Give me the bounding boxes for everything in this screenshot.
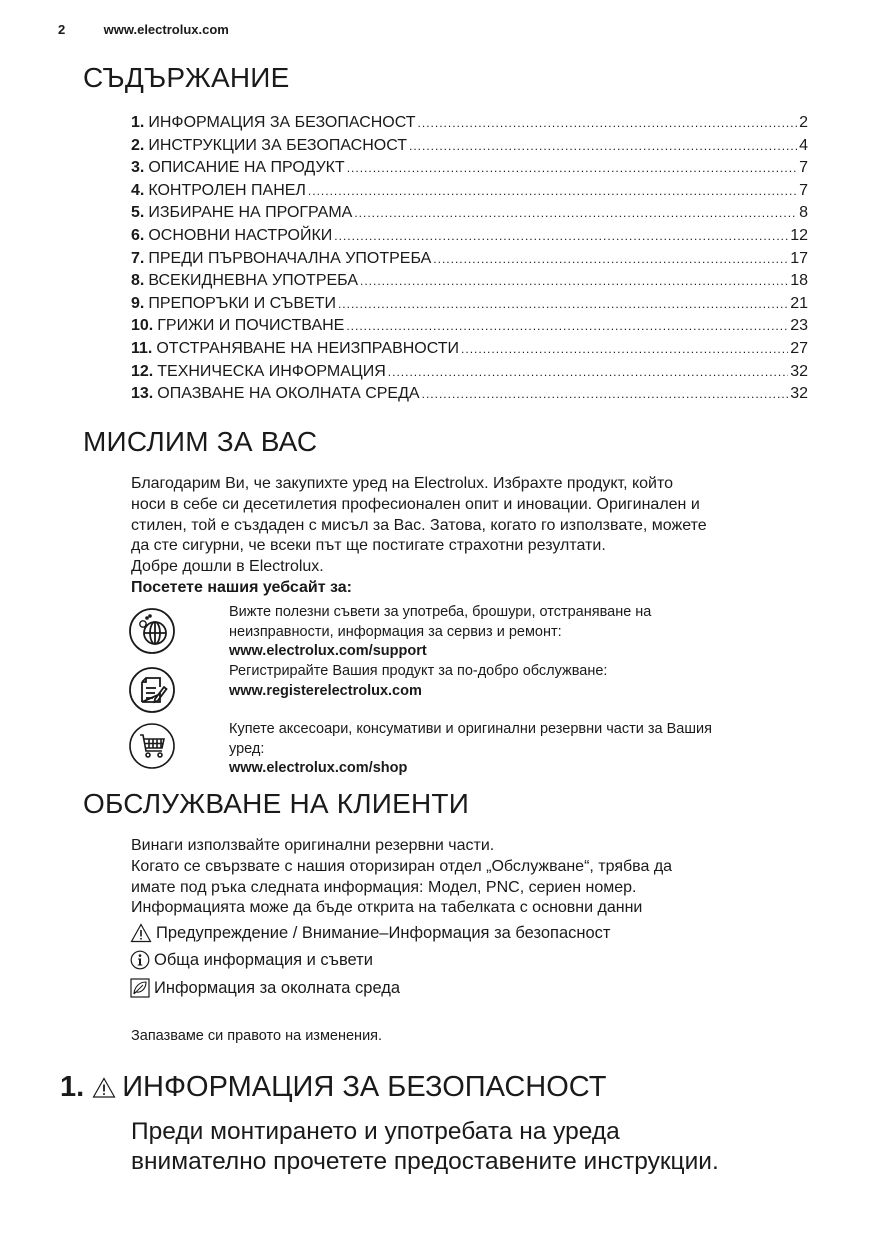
toc-item-number: 7. bbox=[131, 249, 145, 267]
toc-item[interactable] bbox=[131, 135, 808, 158]
toc-item[interactable] bbox=[131, 293, 808, 316]
toc-leader-dots bbox=[461, 338, 788, 361]
section-1-heading bbox=[60, 1071, 606, 1104]
toc-item-number: 13. bbox=[131, 385, 154, 403]
toc-item[interactable] bbox=[131, 180, 808, 203]
warning-triangle-icon bbox=[92, 1077, 116, 1099]
toc-item-page: 7 bbox=[799, 159, 808, 177]
text-line: внимателно прочетете предоставените инструкции. bbox=[131, 1147, 719, 1175]
toc-leader-dots bbox=[334, 225, 788, 248]
toc-item-page: 18 bbox=[790, 272, 808, 290]
toc-item[interactable] bbox=[131, 157, 808, 180]
toc-item-number: 2. bbox=[131, 136, 145, 154]
toc-leader-dots bbox=[338, 293, 788, 316]
toc-item-page: 8 bbox=[799, 204, 808, 222]
toc-item-label: ИНСТРУКЦИИ ЗА БЕЗОПАСНОСТ bbox=[148, 136, 407, 154]
site-url[interactable]: www.electrolux.com bbox=[103, 22, 229, 37]
text-line: Добре дошли в Electrolux. bbox=[131, 558, 324, 576]
text-line: имате под ръка следната информация: Модел, PNC, сериен номер. bbox=[131, 878, 637, 896]
toc-item-page: 32 bbox=[790, 362, 808, 380]
toc-item-label: ПРЕДИ ПЪРВОНАЧАЛНА УПОТРЕБА bbox=[148, 249, 432, 267]
toc-item-number: 8. bbox=[131, 272, 145, 290]
toc-item-number: 1. bbox=[131, 114, 145, 131]
legend-environment bbox=[130, 978, 400, 998]
toc-item-page: 27 bbox=[790, 339, 808, 357]
legend-label: Обща информация и съвети bbox=[154, 950, 373, 969]
toc-item-label: ОТСТРАНЯВАНЕ НА НЕИЗПРАВНОСТИ bbox=[156, 339, 460, 357]
text-line: Винаги използвайте оригинални резервни части. bbox=[131, 837, 495, 854]
toc-item[interactable] bbox=[131, 361, 808, 384]
table-of-contents bbox=[131, 112, 808, 406]
register-url-link[interactable]: www.registerelectrolux.com bbox=[229, 682, 422, 699]
toc-leader-dots bbox=[360, 270, 788, 293]
text-line: Преди монтирането и употребата на уреда bbox=[131, 1118, 620, 1145]
toc-item-number: 6. bbox=[131, 226, 145, 244]
text-line: носи в себе си десетилетия професионален опит и иновации. Оригинален и bbox=[131, 495, 700, 513]
text-line: уред: bbox=[229, 740, 265, 757]
toc-item-page: 2 bbox=[799, 114, 808, 131]
shop-url-link[interactable]: www.electrolux.com/shop bbox=[229, 760, 408, 777]
toc-item[interactable] bbox=[131, 383, 808, 406]
document-pen-icon bbox=[128, 666, 176, 714]
toc-item-label: ОПИСАНИЕ НА ПРОДУКТ bbox=[148, 159, 345, 177]
toc-title: СЪДЪРЖАНИЕ bbox=[83, 62, 290, 93]
customer-service-text bbox=[131, 836, 821, 919]
toc-item-page: 21 bbox=[790, 294, 808, 312]
toc-item[interactable] bbox=[131, 338, 808, 361]
toc-item-label: ТЕХНИЧЕСКА ИНФОРМАЦИЯ bbox=[157, 362, 386, 380]
text-line: Когато се свързвате с нашия оторизиран отдел „Обслужване“, трябва да bbox=[131, 857, 673, 875]
section-title: ИНФОРМАЦИЯ ЗА БЕЗОПАСНОСТ bbox=[122, 1071, 607, 1103]
toc-item-number: 4. bbox=[131, 181, 145, 199]
text-line: неизправности, информация за сервиз и ремонт: bbox=[229, 623, 562, 640]
toc-item[interactable] bbox=[131, 315, 808, 338]
toc-item-number: 5. bbox=[131, 204, 145, 222]
toc-item-number: 3. bbox=[131, 159, 145, 177]
toc-item-page: 7 bbox=[799, 181, 808, 199]
toc-item[interactable] bbox=[131, 112, 808, 135]
toc-item-number: 10. bbox=[131, 317, 154, 335]
toc-leader-dots bbox=[418, 112, 798, 135]
toc-item-label: ВСЕКИДНЕВНА УПОТРЕБА bbox=[148, 272, 358, 290]
visit-website-label: Посетете нашия уебсайт за: bbox=[131, 578, 352, 596]
legend-info bbox=[130, 950, 373, 970]
toc-item-label: ИНФОРМАЦИЯ ЗА БЕЗОПАСНОСТ bbox=[148, 114, 416, 131]
text-line: стилен, той е създаден с мисъл за Вас. Затова, когато го използвате, можете bbox=[131, 516, 707, 534]
toc-item-number: 12. bbox=[131, 362, 154, 380]
toc-item-page: 4 bbox=[799, 136, 808, 154]
toc-item[interactable] bbox=[131, 202, 808, 225]
rights-reserved-note: Запазваме си правото на изменения. bbox=[131, 1028, 383, 1044]
text-line: Купете аксесоари, консумативи и оригинални резервни части за Вашия bbox=[229, 721, 712, 737]
toc-item-label: ИЗБИРАНЕ НА ПРОГРАМА bbox=[148, 204, 353, 222]
toc-leader-dots bbox=[347, 157, 797, 180]
page-number: 2 bbox=[58, 22, 66, 37]
toc-item-label: ГРИЖИ И ПОЧИСТВАНЕ bbox=[157, 317, 345, 335]
toc-item-label: ОСНОВНИ НАСТРОЙКИ bbox=[148, 226, 333, 244]
text-line: Благодарим Ви, че закупихте уред на Electrolux. Избрахте продукт, който bbox=[131, 475, 674, 492]
toc-item[interactable] bbox=[131, 270, 808, 293]
legend-warning bbox=[130, 923, 611, 943]
toc-leader-dots bbox=[354, 202, 797, 225]
toc-leader-dots bbox=[308, 180, 797, 203]
toc-leader-dots bbox=[409, 135, 797, 158]
legend-label: Информация за околната среда bbox=[154, 978, 401, 997]
info-circle-icon bbox=[130, 950, 150, 970]
support-url-link[interactable]: www.electrolux.com/support bbox=[229, 643, 427, 660]
text-line: Вижте полезни съвети за употреба, брошури, отстраняване на bbox=[229, 604, 652, 620]
toc-leader-dots bbox=[388, 361, 788, 384]
toc-item-label: ПРЕПОРЪКИ И СЪВЕТИ bbox=[148, 294, 336, 312]
toc-item-label: КОНТРОЛЕН ПАНЕЛ bbox=[148, 181, 306, 199]
toc-item-page: 17 bbox=[790, 249, 808, 267]
text-line: Регистрирайте Вашия продукт за по-добро обслужване: bbox=[229, 663, 608, 679]
toc-item[interactable] bbox=[131, 248, 808, 271]
globe-at-icon bbox=[128, 607, 176, 655]
thinking-of-you-title: МИСЛИМ ЗА ВАС bbox=[83, 426, 318, 457]
customer-service-title: ОБСЛУЖВАНЕ НА КЛИЕНТИ bbox=[83, 788, 470, 819]
text-line: Информацията може да бъде открита на табелката с основни данни bbox=[131, 899, 643, 917]
toc-item-number: 9. bbox=[131, 294, 145, 312]
toc-item-page: 12 bbox=[790, 226, 808, 244]
warning-triangle-icon bbox=[130, 923, 152, 943]
toc-item-page: 32 bbox=[790, 385, 808, 403]
toc-leader-dots bbox=[346, 315, 788, 338]
thinking-of-you-text bbox=[131, 474, 821, 599]
toc-leader-dots bbox=[422, 383, 789, 406]
text-line: да сте сигурни, че всеки път ще постигате страхотни резултати. bbox=[131, 537, 606, 555]
toc-item-label: ОПАЗВАНЕ НА ОКОЛНАТА СРЕДА bbox=[157, 385, 420, 403]
toc-item[interactable] bbox=[131, 225, 808, 248]
section-1-intro bbox=[131, 1117, 851, 1176]
toc-item-number: 11. bbox=[131, 339, 153, 357]
shopping-cart-icon bbox=[128, 722, 176, 770]
page-header bbox=[58, 22, 229, 37]
toc-leader-dots bbox=[433, 248, 788, 271]
legend-label: Предупреждение / Внимание–Информация за безопасност bbox=[156, 923, 611, 942]
section-number: 1. bbox=[60, 1071, 85, 1103]
toc-item-page: 23 bbox=[790, 317, 808, 335]
leaf-environment-icon bbox=[130, 978, 150, 998]
